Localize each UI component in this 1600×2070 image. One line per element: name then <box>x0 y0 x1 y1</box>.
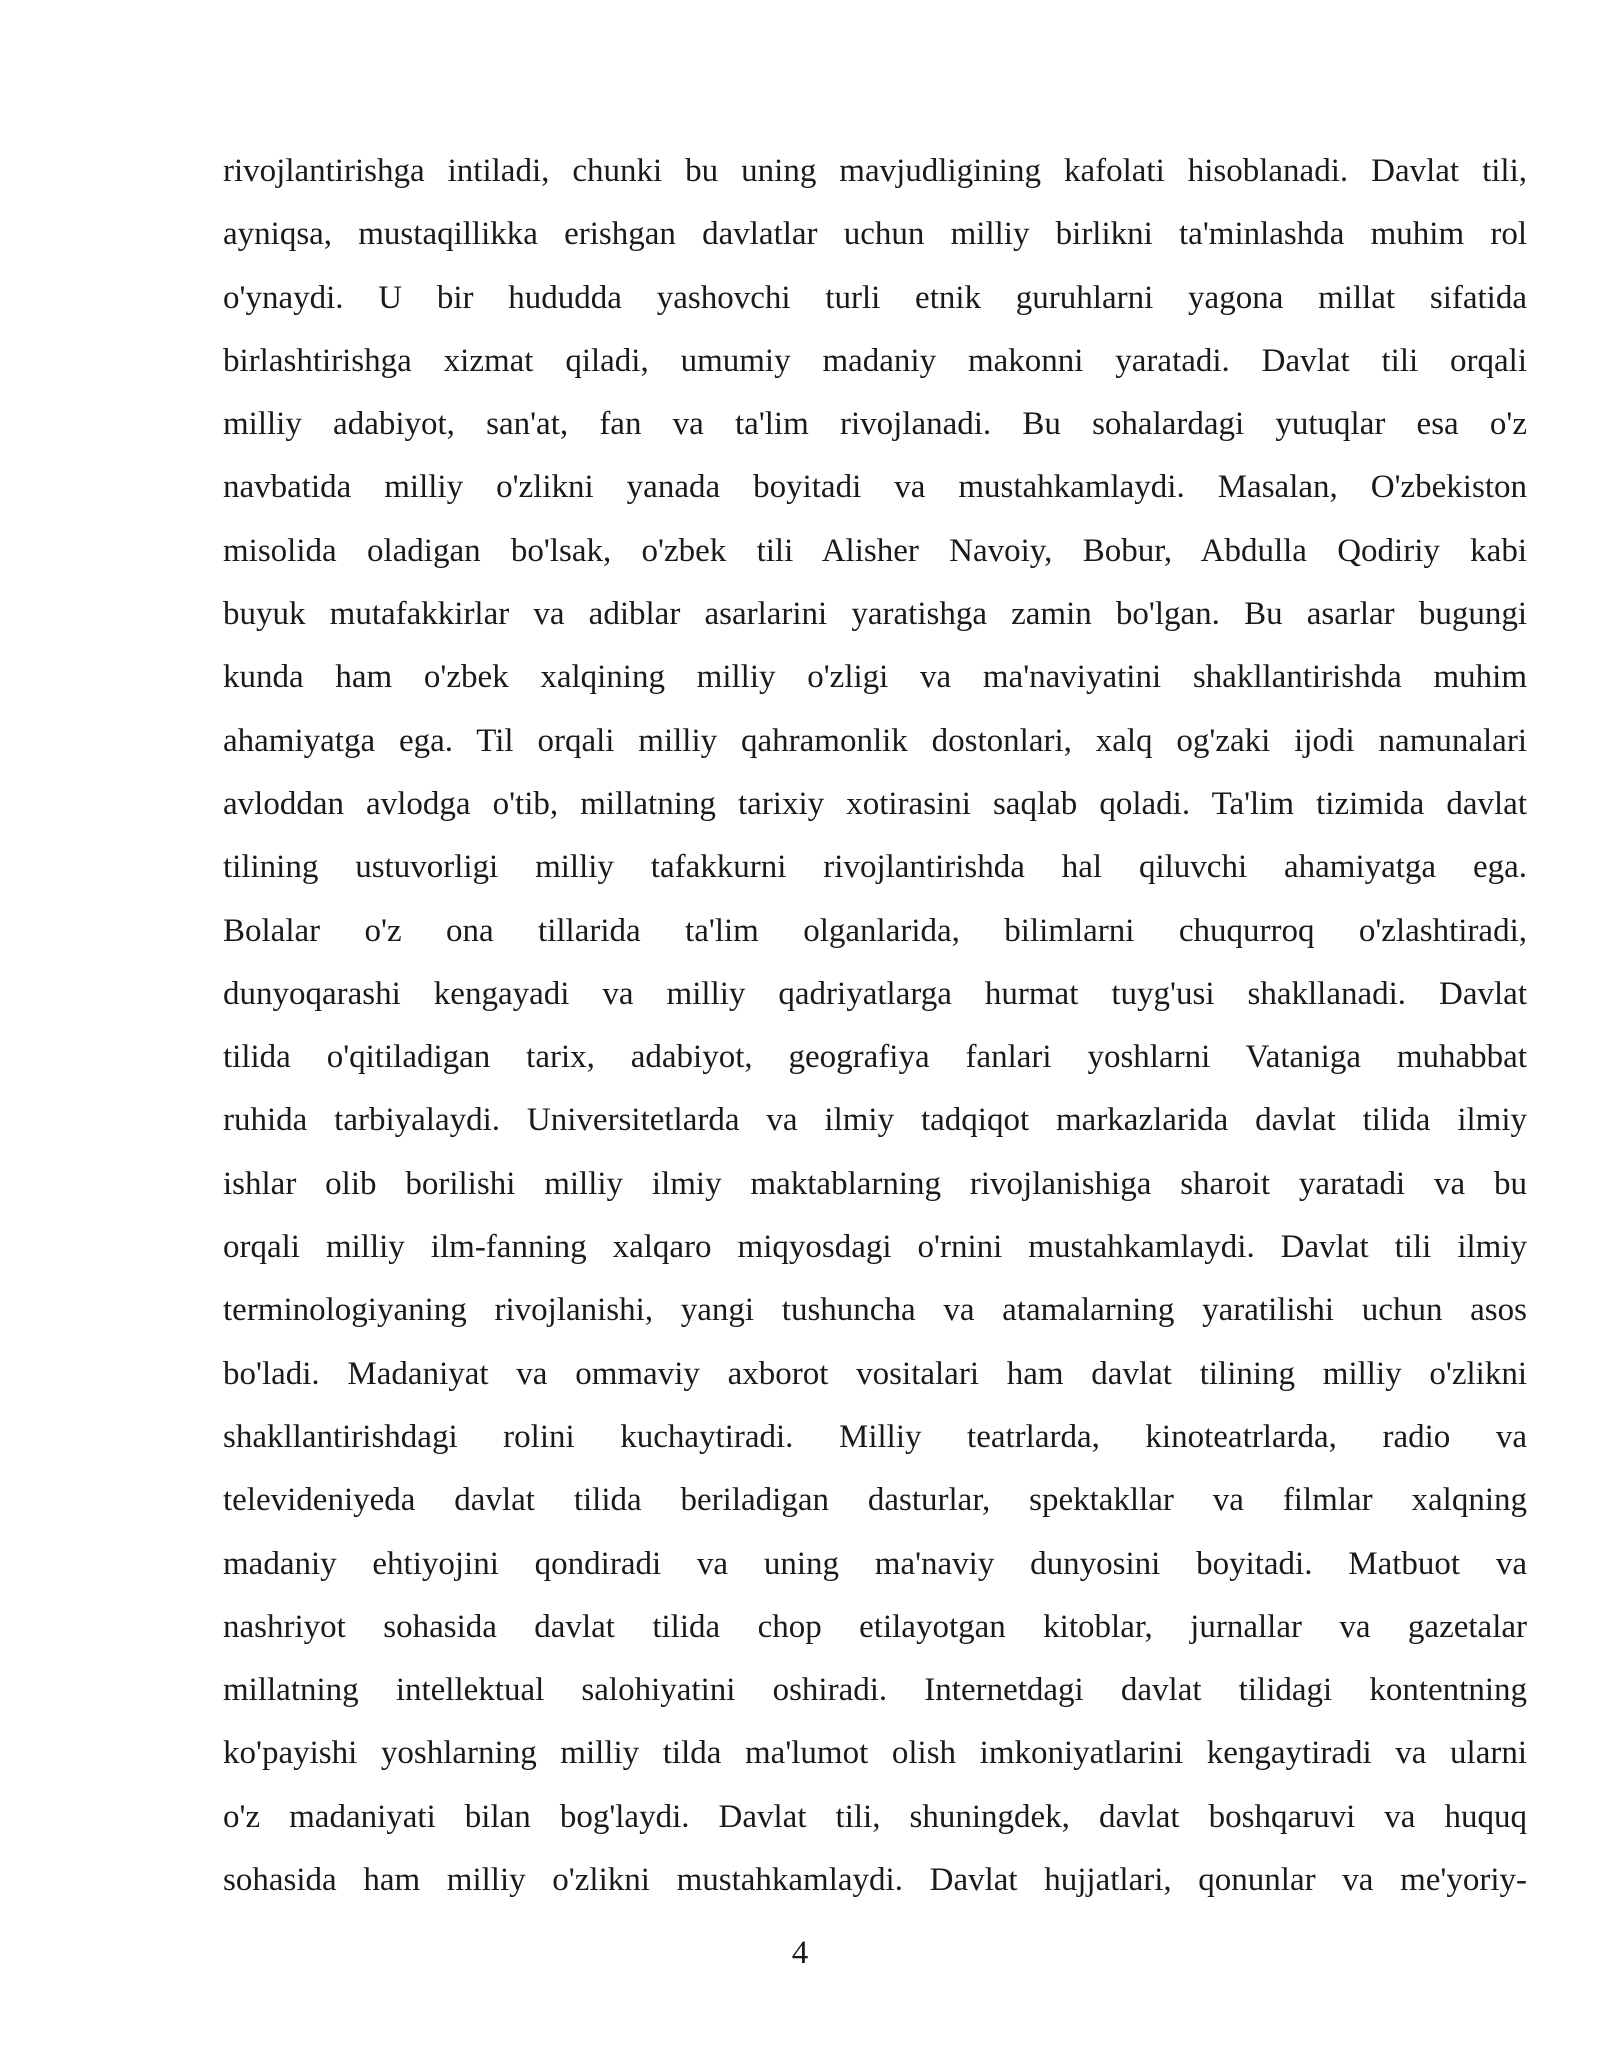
text-line: millatning intellektual salohiyatini oshiradi. Internetdagi davlat tilidagi kontentning <box>223 1672 1527 1709</box>
text-line: o'z madaniyati bilan bog'laydi. Davlat tili, shuningdek, davlat boshqaruvi va huquq <box>223 1798 1527 1835</box>
text-line: birlashtirishga xizmat qiladi, umumiy madaniy makonni yaratadi. Davlat tili orqali <box>223 342 1527 379</box>
text-line: navbatida milliy o'zlikni yanada boyitadi va mustahkamlaydi. Masalan, O'zbekiston <box>223 469 1527 506</box>
text-line: dunyoqarashi kengayadi va milliy qadriyatlarga hurmat tuyg'usi shakllanadi. Davlat <box>223 975 1527 1012</box>
text-line: tilida o'qitiladigan tarix, adabiyot, geografiya fanlari yoshlarni Vataniga muhabbat <box>223 1039 1527 1076</box>
text-line: madaniy ehtiyojini qondiradi va uning ma'naviy dunyosini boyitadi. Matbuot va <box>223 1545 1527 1582</box>
text-line: misolida oladigan bo'lsak, o'zbek tili Alisher Navoiy, Bobur, Abdulla Qodiriy kabi <box>223 532 1527 569</box>
text-line: tilining ustuvorligi milliy tafakkurni rivojlantirishda hal qiluvchi ahamiyatga ega. <box>223 849 1527 886</box>
text-line: televideniyeda davlat tilida beriladigan dasturlar, spektakllar va filmlar xalqning <box>223 1482 1527 1519</box>
text-line: buyuk mutafakkirlar va adiblar asarlarini yaratishga zamin bo'lgan. Bu asarlar bugungi <box>223 596 1527 633</box>
text-line: ko'payishi yoshlarning milliy tilda ma'lumot olish imkoniyatlarini kengaytiradi va ularni <box>223 1735 1527 1772</box>
text-line: kunda ham o'zbek xalqining milliy o'zligi va ma'naviyatini shakllantirishda muhim <box>223 659 1527 696</box>
text-line: ishlar olib borilishi milliy ilmiy maktablarning rivojlanishiga sharoit yaratadi va bu <box>223 1165 1527 1202</box>
text-line: bo'ladi. Madaniyat va ommaviy axborot vositalari ham davlat tilining milliy o'zlikni <box>223 1355 1527 1392</box>
body-text <box>223 140 1527 1912</box>
text-line: sohasida ham milliy o'zlikni mustahkamlaydi. Davlat hujjatlari, qonunlar va me'yoriy- <box>223 1862 1527 1899</box>
text-line: ahamiyatga ega. Til orqali milliy qahramonlik dostonlari, xalq og'zaki ijodi namunalari <box>223 722 1527 759</box>
text-line: terminologiyaning rivojlanishi, yangi tushuncha va atamalarning yaratilishi uchun asos <box>223 1292 1527 1329</box>
text-line: rivojlantirishga intiladi, chunki bu uning mavjudligining kafolati hisoblanadi. Davlat tili, <box>223 153 1527 189</box>
text-line: nashriyot sohasida davlat tilida chop etilayotgan kitoblar, jurnallar va gazetalar <box>223 1608 1527 1645</box>
text-line: Bolalar o'z ona tillarida ta'lim olganlarida, bilimlarni chuqurroq o'zlashtiradi, <box>223 912 1527 949</box>
text-line: shakllantirishdagi rolini kuchaytiradi. Milliy teatrlarda, kinoteatrlarda, radio va <box>223 1418 1527 1455</box>
page-number: 4 <box>791 1935 809 1971</box>
text-line: milliy adabiyot, san'at, fan va ta'lim rivojlanadi. Bu sohalardagi yutuqlar esa o'z <box>223 406 1527 443</box>
text-line: ayniqsa, mustaqillikka erishgan davlatlar uchun milliy birlikni ta'minlashda muhim rol <box>223 216 1527 253</box>
text-line: avloddan avlodga o'tib, millatning tarixiy xotirasini saqlab qoladi. Ta'lim tizimida davlat <box>223 785 1527 822</box>
text-line: o'ynaydi. U bir hududda yashovchi turli etnik guruhlarni yagona millat sifatida <box>223 279 1527 316</box>
text-line: ruhida tarbiyalaydi. Universitetlarda va ilmiy tadqiqot markazlarida davlat tilida ilmiy <box>223 1102 1527 1139</box>
text-line: orqali milliy ilm-fanning xalqaro miqyosdagi o'rnini mustahkamlaydi. Davlat tili ilmiy <box>223 1229 1527 1266</box>
